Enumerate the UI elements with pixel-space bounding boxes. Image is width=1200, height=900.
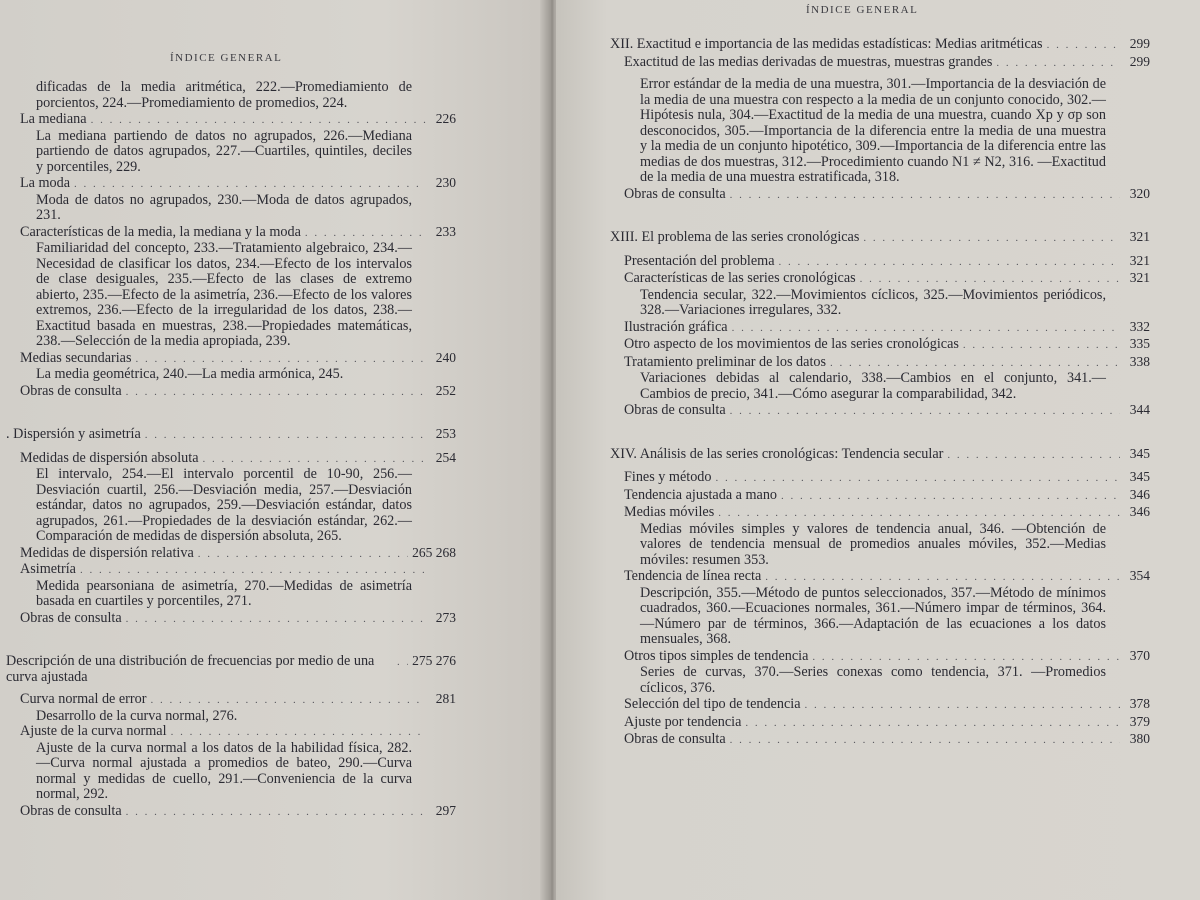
- toc-page-number: 321: [1129, 229, 1150, 244]
- toc-subtopics: Medida pearsoniana de asimetría, 270.—Medidas de asimetría basada en cuartiles y porcentiles, 271.: [36, 577, 412, 609]
- toc-page-number: 254: [435, 449, 456, 465]
- toc-entry-title: Medias secundarias: [20, 349, 132, 366]
- leader-dots: [397, 655, 408, 671]
- running-head-left: ÍNDICE GENERAL: [170, 52, 283, 64]
- toc-entry: [610, 696, 1150, 714]
- leader-dots: [765, 570, 1120, 586]
- toc-entry: [610, 487, 1150, 505]
- toc-page-number: 380: [1129, 731, 1150, 746]
- toc-page-number: 344: [1129, 402, 1150, 417]
- leader-dots: [91, 113, 426, 129]
- toc-entry: [6, 724, 456, 741]
- leader-dots: [730, 404, 1120, 420]
- toc-page-number: 338: [1129, 353, 1150, 369]
- toc-page-number: 226: [435, 111, 456, 126]
- leader-dots: [80, 563, 426, 579]
- toc-chapter: [610, 36, 1150, 54]
- toc-entry: [6, 383, 456, 401]
- leader-dots: [963, 338, 1120, 354]
- toc-entry-title: Fines y método: [624, 469, 712, 485]
- toc-entry: [610, 504, 1150, 522]
- toc-page-number: 252: [435, 382, 456, 398]
- toc-entry-title: La moda: [20, 175, 71, 191]
- toc-entry-title: XIV. Análisis de las series cronológicas: Tendencia secular: [610, 445, 944, 462]
- toc-subtopics: Desarrollo de la curva normal, 276.: [36, 707, 238, 724]
- leader-dots: [718, 506, 1120, 522]
- toc-page-number: 370: [1129, 647, 1150, 663]
- toc-page-number: 253: [435, 426, 456, 441]
- toc-page-number: 379: [1129, 713, 1150, 729]
- leader-dots: [730, 188, 1120, 204]
- toc-page-number: 299: [1129, 36, 1150, 51]
- toc-page-number: 321: [1129, 252, 1150, 268]
- toc-entry-title: Obras de consulta: [20, 382, 122, 399]
- toc-entry-title: Otros tipos simples de tendencia: [624, 647, 809, 664]
- toc-entry: [6, 545, 456, 563]
- leader-dots: [781, 489, 1120, 505]
- toc-entry: [6, 803, 456, 821]
- toc-entry-title: . Dispersión y asimetría: [6, 426, 141, 442]
- toc-entry-title: Otro aspecto de los movimientos de las series cronológicas: [624, 336, 959, 352]
- toc-subtopics: La mediana partiendo de datos no agrupados, 226.—Mediana partiendo de datos agrupados, 227.—Cuartiles, quintiles, deciles y porcentiles, 229.: [36, 127, 412, 175]
- toc-entry: [610, 568, 1150, 586]
- toc-page-number: 345: [1129, 445, 1150, 461]
- toc-entry-title: Obras de consulta: [20, 609, 122, 626]
- toc-entry: [6, 350, 456, 368]
- toc-entry-title: Exactitud de las medias derivadas de muestras, muestras grandes: [624, 53, 993, 70]
- toc-page-number: 275 276: [412, 653, 456, 668]
- toc-entry: [610, 270, 1150, 288]
- toc-page-number: 320: [1129, 185, 1150, 201]
- toc-entry-title: Asimetría: [20, 561, 76, 577]
- toc-entry: [6, 450, 456, 468]
- toc-page-number: 240: [435, 349, 456, 365]
- toc-subtopics: Error estándar de la media de una muestra, 301.—Importancia de la desviación de la media de una muestra con respecto a la media de un conjunto conocido, 302.—Hipótesis nula, 304.—Exactitud de la media de una muestra, cuando Xp y σp son desconocidos, 305.—Importancia de la diferencia entre la media de una muestra y la media de un conjunto hipotético, 309.—Importancia de la diferencia entre las medias de dos muestras, 312.—Procedimiento cuando N1 ≠ N2, 316. —Exactitud de la media de una muestra estratificada, 318.: [640, 76, 1106, 185]
- toc-page-number: 265 268: [412, 544, 456, 560]
- toc-page-number: 233: [435, 223, 456, 239]
- toc-subtopics: Tendencia secular, 322.—Movimientos cíclicos, 325.—Movimientos periódicos, 328.—Variaciones irregulares, 332.: [640, 286, 1106, 318]
- toc-entry-title: Medias móviles: [624, 504, 715, 520]
- toc-subtopics: Medias móviles simples y valores de tendencia anual, 346. —Obtención de valores de tendencia mensual de promedios anuales móviles, 352.—Medias móviles: resumen 353.: [640, 520, 1106, 568]
- toc-chapter: [610, 446, 1150, 464]
- toc-entry-title: Tendencia ajustada a mano: [624, 486, 778, 503]
- leader-dots: [198, 547, 408, 563]
- toc-entry: [610, 402, 1150, 420]
- leader-dots: [126, 612, 426, 628]
- toc-entry-title: Ilustración gráfica: [624, 318, 728, 335]
- toc-entry: [610, 54, 1150, 72]
- leader-dots: [730, 733, 1120, 749]
- toc-entry: [610, 253, 1150, 271]
- toc-entry: [6, 610, 456, 628]
- toc-entry-title: Ajuste de la curva normal: [20, 723, 167, 739]
- toc-entry-title: XIII. El problema de las series cronológicas: [610, 229, 860, 245]
- leader-dots: [150, 693, 426, 709]
- toc-entry-title: Descripción de una distribución de frecuencias por medio de una curva ajustada: [6, 653, 375, 685]
- leader-dots: [863, 231, 1120, 247]
- spacer: [6, 400, 456, 426]
- toc-entry-title: Características de las series cronológicas: [624, 270, 856, 286]
- toc-entry: [610, 469, 1150, 487]
- toc-page-number: 354: [1129, 568, 1150, 583]
- toc-page-number: 346: [1129, 486, 1150, 502]
- leader-dots: [305, 226, 426, 242]
- toc-entry-title: Tratamiento preliminar de los datos: [624, 353, 827, 370]
- toc-page-number: 345: [1129, 469, 1150, 484]
- toc-entry: [6, 175, 456, 193]
- toc-page-number: 332: [1129, 318, 1150, 334]
- leader-dots: [203, 452, 427, 468]
- toc-entry-title: Medidas de dispersión relativa: [20, 544, 194, 561]
- toc-entry-title: Medidas de dispersión absoluta: [20, 449, 199, 466]
- toc-page-number: 297: [435, 802, 456, 818]
- leader-dots: [779, 255, 1121, 271]
- toc-entry: [610, 648, 1150, 666]
- leader-dots: [830, 356, 1120, 372]
- toc-entry: [610, 731, 1150, 749]
- toc-page-number: 299: [1129, 53, 1150, 69]
- toc-entry: [610, 336, 1150, 354]
- toc-page-number: 230: [435, 175, 456, 190]
- toc-page-number: 346: [1129, 504, 1150, 519]
- spacer: [6, 627, 456, 653]
- leader-dots: [805, 698, 1121, 714]
- leader-dots: [145, 428, 426, 444]
- leader-dots: [136, 352, 427, 368]
- toc-chapter: [6, 426, 456, 444]
- toc-entry: [6, 111, 456, 129]
- toc-left: [6, 80, 456, 820]
- toc-subtopics: dificadas de la media aritmética, 222.—Promediamiento de porcientos, 224.—Promediamiento de promedios, 224.: [36, 79, 412, 111]
- leader-dots: [74, 177, 426, 193]
- toc-entry: [610, 354, 1150, 372]
- toc-chapter: [610, 229, 1150, 247]
- toc-subtopics: Variaciones debidas al calendario, 338.—Cambios en el conjunto, 341.—Cambios de precio, 341.—Cómo asegurar la comparabilidad, 342.: [640, 370, 1106, 402]
- toc-entry-title: Selección del tipo de tendencia: [624, 696, 801, 712]
- toc-entry-title: Presentación del problema: [624, 252, 775, 269]
- leader-dots: [126, 385, 426, 401]
- toc-page-number: 273: [435, 609, 456, 625]
- toc-subtopics: La media geométrica, 240.—La media armónica, 245.: [36, 366, 344, 382]
- left-page: [0, 0, 548, 900]
- running-head-right: ÍNDICE GENERAL: [806, 4, 919, 16]
- toc-entry-title: Obras de consulta: [20, 802, 122, 819]
- toc-entry: [6, 224, 456, 242]
- toc-subtopics: Series de curvas, 370.—Series conexas como tendencia, 371. —Promedios cíclicos, 376.: [640, 664, 1106, 696]
- toc-page-number: 281: [435, 691, 456, 706]
- leader-dots: [732, 321, 1120, 337]
- toc-subtopics: Familiaridad del concepto, 233.—Tratamiento algebraico, 234.—Necesidad de clasificar los datos, 234.—Efecto de los intervalos de clase desiguales, 235.—Efecto de las clases de extremo abierto, 235.—Efecto de la asimetría, 236.—Efecto de los valores extremos, 236.—Efecto de la irregularidad de los datos, 238.—Exactitud basada en muestras, 238.—Propiedades matemáticas, 238.—Selección de la media apropiada, 239.: [36, 240, 412, 349]
- leader-dots: [716, 471, 1121, 487]
- leader-dots: [860, 272, 1120, 288]
- leader-dots: [126, 805, 426, 821]
- toc-entry-title: Características de la media, la mediana y la moda: [20, 223, 301, 240]
- toc-entry-title: Tendencia de línea recta: [624, 568, 762, 584]
- toc-entry: [6, 691, 456, 709]
- toc-entry: [6, 562, 456, 579]
- toc-entry-title: XII. Exactitud e importancia de las medidas estadísticas: Medias aritméticas: [610, 36, 1043, 52]
- spacer: [610, 203, 1150, 229]
- toc-entry: [610, 186, 1150, 204]
- toc-entry-title: La mediana: [20, 111, 87, 127]
- toc-subtopics: Descripción, 355.—Método de puntos seleccionados, 357.—Método de mínimos cuadrados, 360.—Ecuaciones normales, 361.—Número impar de términos, 364.—Número par de términos, 366.—Adaptación de las ecuaciones a los datos mensuales, 368.: [640, 584, 1106, 647]
- toc-entry-title: Obras de consulta: [624, 185, 726, 202]
- spacer: [610, 420, 1150, 446]
- toc-entry-title: Obras de consulta: [624, 402, 726, 418]
- leader-dots: [996, 56, 1120, 72]
- toc-page-number: 335: [1129, 336, 1150, 351]
- toc-entry: [610, 714, 1150, 732]
- toc-entry-title: Curva normal de error: [20, 691, 147, 707]
- toc-entry: [610, 319, 1150, 337]
- toc-entry-title: Obras de consulta: [624, 731, 726, 747]
- leader-dots: [745, 716, 1120, 732]
- leader-dots: [1047, 38, 1120, 54]
- leader-dots: [947, 448, 1120, 464]
- toc-subtopics: Ajuste de la curva normal a los datos de la habilidad física, 282.—Curva normal ajustada a promedios de bateo, 290.—Curva normal y medidas de cuello, 291.—Conveniencia de la curva normal, 292.: [36, 739, 412, 802]
- toc-subtopics: Moda de datos no agrupados, 230.—Moda de datos agrupados, 231.: [36, 191, 412, 223]
- toc-subtopics: El intervalo, 254.—El intervalo porcentil de 10-90, 256.—Desviación cuartil, 256.—Desviación media, 257.—Desviación estándar, datos no agrupados, 259.—Desviación estándar, datos agrupados, 261.—Propiedades de la desviación estándar, 262.—Comparación de medidas de dispersión absoluta, 265.: [36, 466, 412, 544]
- leader-dots: [171, 725, 426, 741]
- toc-page-number: 378: [1129, 696, 1150, 711]
- toc-chapter: [6, 653, 456, 685]
- right-page: [556, 0, 1200, 900]
- toc-entry-title: Ajuste por tendencia: [624, 713, 742, 730]
- toc-right: [610, 36, 1150, 749]
- toc-page-number: 321: [1129, 270, 1150, 285]
- leader-dots: [812, 650, 1120, 666]
